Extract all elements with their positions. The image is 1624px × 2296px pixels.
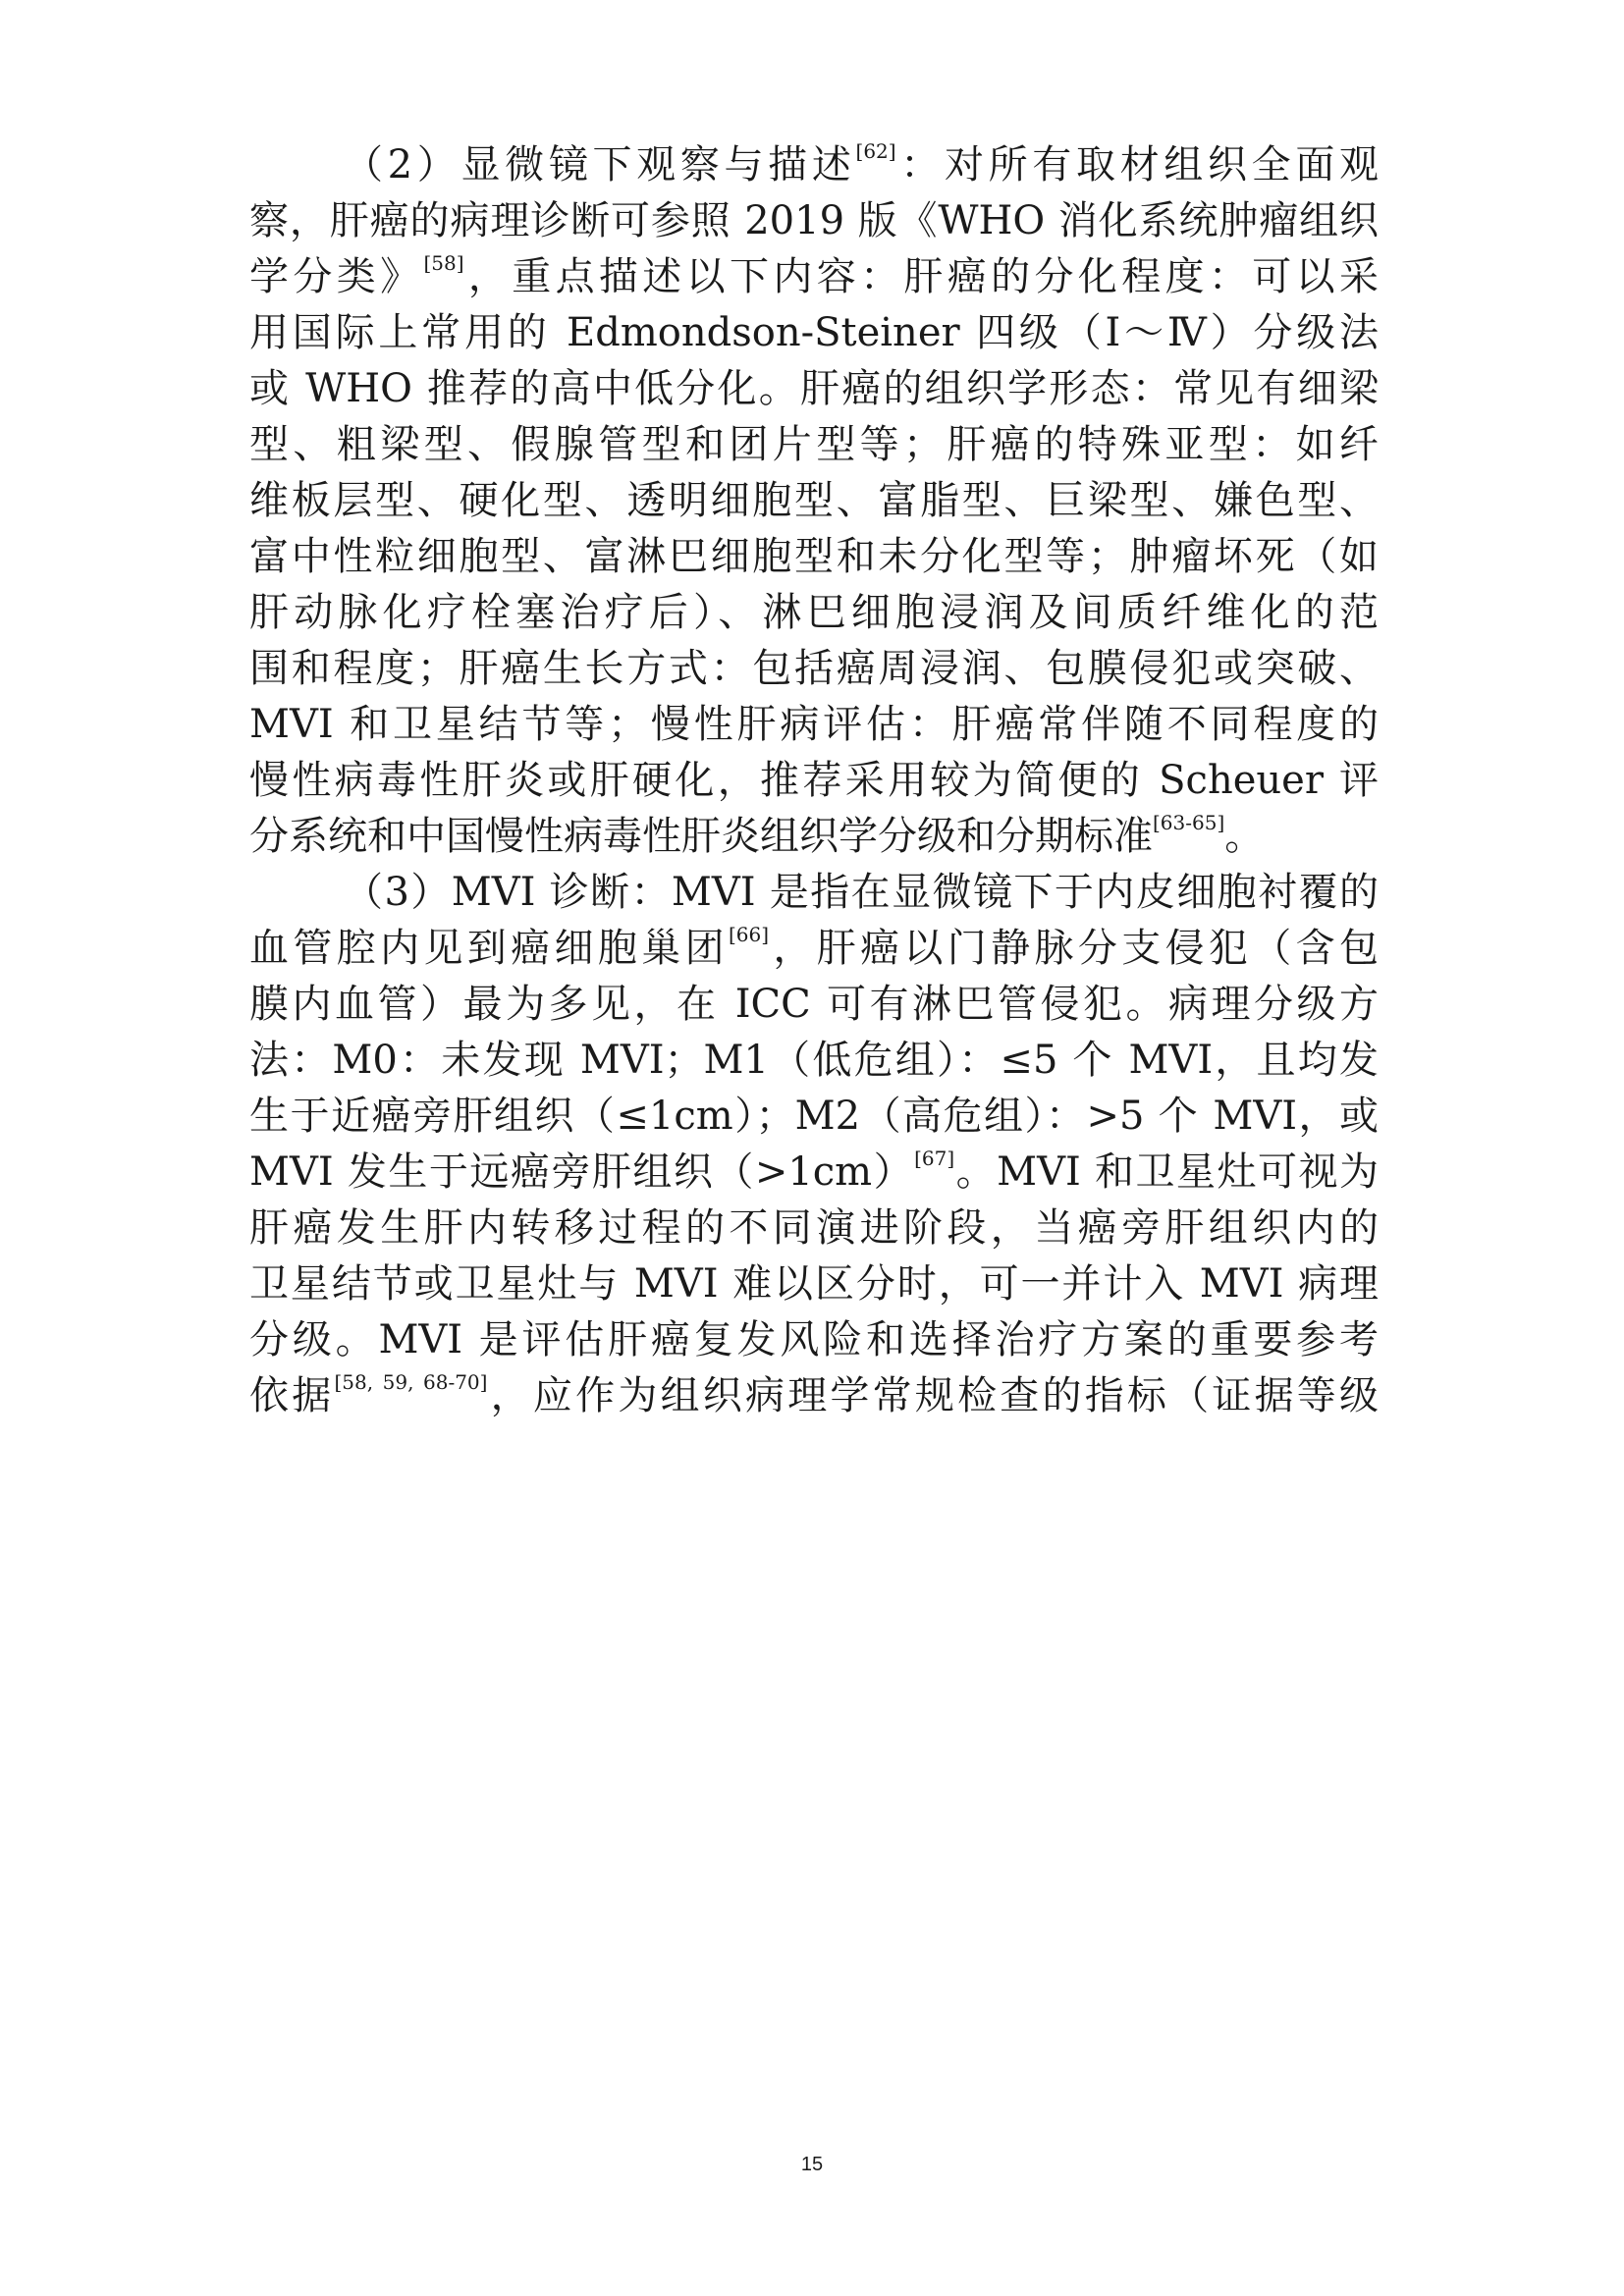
text-line: 肝癌发生肝内转移过程的不同演进阶段，当癌旁肝组织内的 <box>249 1205 1379 1251</box>
text-line: 型、粗梁型、假腺管型和团片型等；肝癌的特殊亚型：如纤 <box>249 422 1379 467</box>
citation: [66] <box>728 923 769 946</box>
text-line: 或 WHO 推荐的高中低分化。肝癌的组织学形态：常见有细梁 <box>249 366 1379 411</box>
text-line: 血管腔内见到癌细胞巢团[66]，肝癌以门静脉分支侵犯（含包 <box>249 923 1380 971</box>
text-line: 围和程度；肝癌生长方式：包括癌周浸润、包膜侵犯或突破、 <box>249 646 1379 691</box>
text-line: 法：M0：未发现 MVI；M1（低危组）：≤5 个 MVI，且均发 <box>249 1038 1379 1083</box>
citation: [58] <box>423 251 464 275</box>
text-line: 分系统和中国慢性病毒性肝炎组织学分级和分期标准[63-65]。 <box>249 811 1265 859</box>
text-line: MVI 和卫星结节等；慢性肝病评估：肝癌常伴随不同程度的 <box>249 702 1379 747</box>
text-line: （2）显微镜下观察与描述[62]：对所有取材组织全面观 <box>344 139 1379 187</box>
text-line: 分级。MVI 是评估肝癌复发风险和选择治疗方案的重要参考 <box>249 1317 1379 1362</box>
citation: [63-65] <box>1153 811 1225 834</box>
text-line: 用国际上常用的 Edmondson-Steiner 四级（Ⅰ～Ⅳ）分级法 <box>249 310 1379 355</box>
text-line: MVI 发生于远癌旁肝组织（>1cm）[67]。MVI 和卫星灶可视为 <box>249 1147 1380 1195</box>
citation: [62] <box>855 139 896 163</box>
text-line: （3）MVI 诊断：MVI 是指在显微镜下于内皮细胞衬覆的 <box>344 870 1379 915</box>
text-line: 维板层型、硬化型、透明细胞型、富脂型、巨梁型、嫌色型、 <box>249 478 1379 523</box>
text-line: 肝动脉化疗栓塞治疗后）、淋巴细胞浸润及间质纤维化的范 <box>249 590 1379 635</box>
page-number: 15 <box>800 2154 824 2175</box>
text-line: 依据[58, 59, 68-70]，应作为组织病理学常规检查的指标（证据等级 <box>249 1370 1380 1418</box>
text-line: 生于近癌旁肝组织（≤1cm）；M2（高危组）：>5 个 MVI，或 <box>249 1094 1379 1139</box>
text-line: 卫星结节或卫星灶与 MVI 难以区分时，可一并计入 MVI 病理 <box>249 1261 1379 1307</box>
text-line: 慢性病毒性肝炎或肝硬化，推荐采用较为简便的 Scheuer 评 <box>249 758 1379 803</box>
text-line: 学分类》[58]，重点描述以下内容：肝癌的分化程度：可以采 <box>249 251 1380 299</box>
text-line: 察，肝癌的病理诊断可参照 2019 版《WHO 消化系统肿瘤组织 <box>249 198 1379 243</box>
citation: [58, 59, 68-70] <box>334 1370 488 1394</box>
citation: [67] <box>914 1147 955 1170</box>
text-line: 膜内血管）最为多见，在 ICC 可有淋巴管侵犯。病理分级方 <box>249 982 1379 1027</box>
text-line: 富中性粒细胞型、富淋巴细胞型和未分化型等；肿瘤坏死（如 <box>249 534 1379 579</box>
